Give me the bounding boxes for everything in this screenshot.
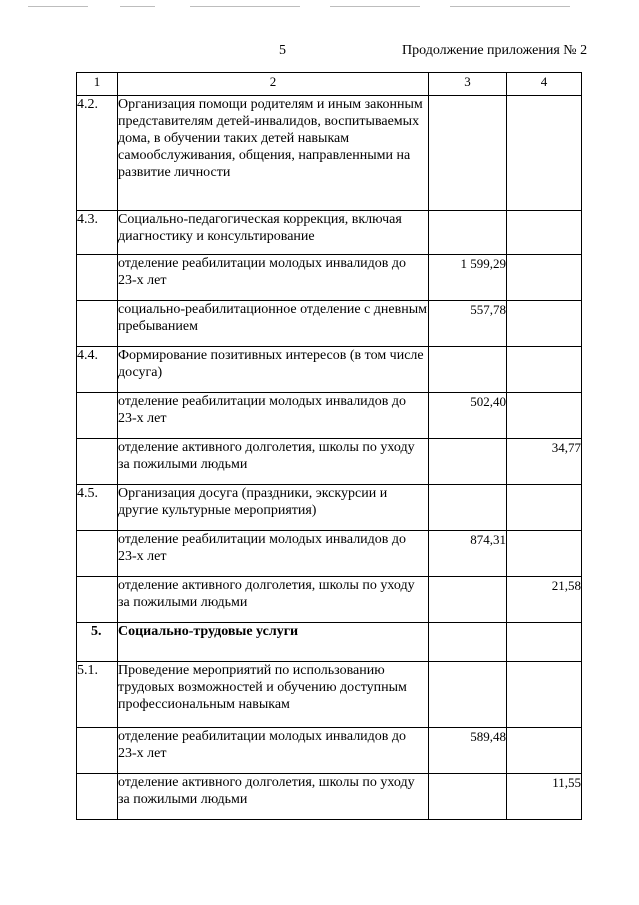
row-number: 4.3.	[77, 211, 118, 255]
column-header-2: 2	[118, 73, 429, 96]
row-value-col4	[507, 485, 582, 531]
row-value-col4	[507, 211, 582, 255]
row-value-col3	[429, 211, 507, 255]
row-number: 5.	[77, 623, 118, 662]
row-value-col3	[429, 623, 507, 662]
table-row	[77, 662, 582, 728]
table-row	[77, 211, 582, 255]
row-number	[77, 439, 118, 485]
table-row	[77, 728, 582, 774]
row-value-col4	[507, 347, 582, 393]
row-number: 4.4.	[77, 347, 118, 393]
row-text: Организация помощи родителям и иным законным представителям детей-инвалидов, воспитываемых дома, в обучении таких детей навыкам самообслуживания, общения, направленными на развитие личности	[118, 96, 429, 211]
column-header-1: 1	[77, 73, 118, 96]
row-number	[77, 255, 118, 301]
row-value-col4: 21,58	[507, 577, 582, 623]
row-value-col4	[507, 393, 582, 439]
row-value-col3	[429, 774, 507, 820]
row-number	[77, 728, 118, 774]
row-value-col3	[429, 96, 507, 211]
table-row	[77, 347, 582, 393]
page-number: 5	[279, 43, 286, 58]
row-text: отделение активного долголетия, школы по уходу за пожилыми людьми	[118, 577, 429, 623]
row-value-col4	[507, 301, 582, 347]
row-value-col3	[429, 439, 507, 485]
row-text: Организация досуга (праздники, экскурсии и другие культурные мероприятия)	[118, 485, 429, 531]
row-text: отделение активного долголетия, школы по уходу за пожилыми людьми	[118, 439, 429, 485]
table-row	[77, 301, 582, 347]
table-row	[77, 439, 582, 485]
row-text: отделение реабилитации молодых инвалидов до 23-х лет	[118, 255, 429, 301]
row-text: Проведение мероприятий по использованию трудовых возможностей и обучению доступным профессиональным навыкам	[118, 662, 429, 728]
table-row	[77, 623, 582, 662]
services-table	[76, 72, 582, 820]
row-text: отделение реабилитации молодых инвалидов до 23-х лет	[118, 728, 429, 774]
row-number	[77, 301, 118, 347]
row-value-col4	[507, 531, 582, 577]
table-row	[77, 485, 582, 531]
table-row	[77, 577, 582, 623]
row-number	[77, 531, 118, 577]
row-number: 5.1.	[77, 662, 118, 728]
row-value-col4	[507, 623, 582, 662]
row-value-col4	[507, 662, 582, 728]
continuation-note: Продолжение приложения № 2	[402, 43, 588, 58]
table-row	[77, 255, 582, 301]
table-header-row	[77, 73, 582, 96]
row-value-col3: 502,40	[429, 393, 507, 439]
row-value-col3: 557,78	[429, 301, 507, 347]
row-text: отделение реабилитации молодых инвалидов до 23-х лет	[118, 393, 429, 439]
row-value-col4	[507, 728, 582, 774]
row-value-col3	[429, 662, 507, 728]
row-number	[77, 393, 118, 439]
row-number	[77, 577, 118, 623]
row-number	[77, 774, 118, 820]
row-value-col3: 874,31	[429, 531, 507, 577]
column-header-4: 4	[507, 73, 582, 96]
table-row	[77, 96, 582, 211]
table-row	[77, 774, 582, 820]
row-number: 4.5.	[77, 485, 118, 531]
column-header-3: 3	[429, 73, 507, 96]
row-text: отделение реабилитации молодых инвалидов до 23-х лет	[118, 531, 429, 577]
row-value-col4	[507, 96, 582, 211]
scan-top-edge	[0, 0, 639, 10]
row-value-col4	[507, 255, 582, 301]
row-text: Формирование позитивных интересов (в том числе досуга)	[118, 347, 429, 393]
row-value-col3	[429, 485, 507, 531]
row-value-col3: 1 599,29	[429, 255, 507, 301]
section-title: Социально-трудовые услуги	[118, 623, 429, 662]
row-value-col3: 589,48	[429, 728, 507, 774]
row-value-col4: 11,55	[507, 774, 582, 820]
row-value-col4: 34,77	[507, 439, 582, 485]
table-row	[77, 531, 582, 577]
row-text: Социально-педагогическая коррекция, включая диагностику и консультирование	[118, 211, 429, 255]
row-value-col3	[429, 347, 507, 393]
row-text: отделение активного долголетия, школы по уходу за пожилыми людьми	[118, 774, 429, 820]
row-value-col3	[429, 577, 507, 623]
table-row	[77, 393, 582, 439]
row-text: социально-реабилитационное отделение с дневным пребыванием	[118, 301, 429, 347]
row-number: 4.2.	[77, 96, 118, 211]
